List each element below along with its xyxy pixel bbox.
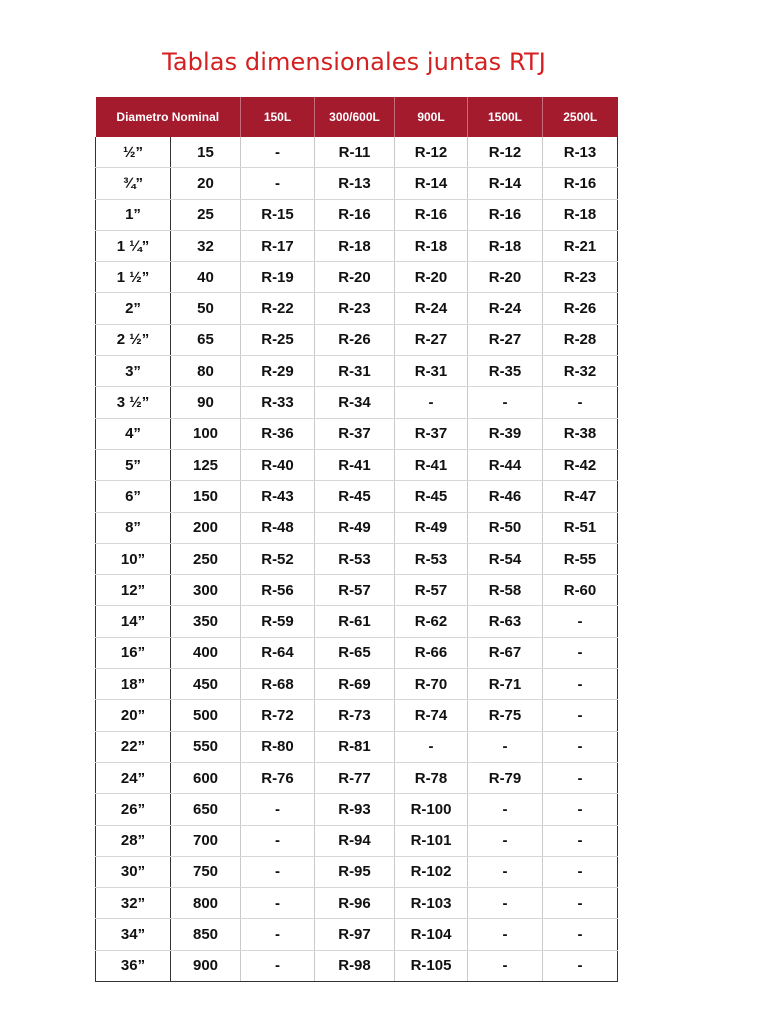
cell-300-600l: R-31 <box>315 356 395 387</box>
table-row <box>96 856 618 887</box>
cell-inch: 36” <box>96 950 171 981</box>
cell-900l: R-100 <box>395 794 468 825</box>
cell-900l: R-37 <box>395 418 468 449</box>
cell-150l: - <box>241 950 315 981</box>
cell-inch: 26” <box>96 794 171 825</box>
table-row <box>96 888 618 919</box>
table-row <box>96 637 618 668</box>
table-row <box>96 481 618 512</box>
cell-300-600l: R-37 <box>315 418 395 449</box>
cell-inch: 6” <box>96 481 171 512</box>
cell-150l: R-64 <box>241 637 315 668</box>
cell-1500l: R-44 <box>468 449 543 480</box>
table-row <box>96 324 618 355</box>
cell-150l: - <box>241 919 315 950</box>
table-row <box>96 731 618 762</box>
cell-inch: 2” <box>96 293 171 324</box>
cell-mm: 500 <box>171 700 241 731</box>
cell-1500l: R-54 <box>468 543 543 574</box>
cell-inch: 30” <box>96 856 171 887</box>
cell-150l: R-25 <box>241 324 315 355</box>
cell-2500l: - <box>543 700 618 731</box>
cell-mm: 350 <box>171 606 241 637</box>
cell-150l: R-59 <box>241 606 315 637</box>
cell-150l: R-17 <box>241 230 315 261</box>
cell-900l: R-102 <box>395 856 468 887</box>
cell-1500l: - <box>468 825 543 856</box>
cell-1500l: - <box>468 387 543 418</box>
cell-1500l: R-14 <box>468 168 543 199</box>
cell-2500l: - <box>543 731 618 762</box>
cell-mm: 65 <box>171 324 241 355</box>
cell-1500l: R-12 <box>468 137 543 168</box>
cell-1500l: R-50 <box>468 512 543 543</box>
cell-inch: 3” <box>96 356 171 387</box>
cell-1500l: R-71 <box>468 669 543 700</box>
cell-300-600l: R-49 <box>315 512 395 543</box>
cell-2500l: R-26 <box>543 293 618 324</box>
cell-inch: 14” <box>96 606 171 637</box>
cell-1500l: R-46 <box>468 481 543 512</box>
table-row <box>96 512 618 543</box>
cell-inch: 4” <box>96 418 171 449</box>
cell-1500l: - <box>468 919 543 950</box>
cell-300-600l: R-26 <box>315 324 395 355</box>
cell-150l: - <box>241 856 315 887</box>
cell-900l: R-57 <box>395 575 468 606</box>
cell-300-600l: R-81 <box>315 731 395 762</box>
cell-300-600l: R-57 <box>315 575 395 606</box>
cell-mm: 80 <box>171 356 241 387</box>
table-row <box>96 387 618 418</box>
table-row <box>96 356 618 387</box>
cell-300-600l: R-77 <box>315 762 395 793</box>
cell-300-600l: R-94 <box>315 825 395 856</box>
cell-inch: 2 ½” <box>96 324 171 355</box>
cell-900l: R-49 <box>395 512 468 543</box>
cell-1500l: R-67 <box>468 637 543 668</box>
cell-1500l: R-27 <box>468 324 543 355</box>
cell-900l: R-14 <box>395 168 468 199</box>
cell-300-600l: R-97 <box>315 919 395 950</box>
cell-300-600l: R-23 <box>315 293 395 324</box>
cell-2500l: - <box>543 637 618 668</box>
cell-150l: R-22 <box>241 293 315 324</box>
cell-1500l: R-24 <box>468 293 543 324</box>
cell-900l: R-20 <box>395 262 468 293</box>
cell-mm: 150 <box>171 481 241 512</box>
cell-mm: 550 <box>171 731 241 762</box>
cell-inch: 1 ¼” <box>96 230 171 261</box>
cell-mm: 25 <box>171 199 241 230</box>
page-title: Tablas dimensionales juntas RTJ <box>162 48 546 76</box>
cell-2500l: R-55 <box>543 543 618 574</box>
cell-mm: 400 <box>171 637 241 668</box>
header-300-600l: 300/600L <box>315 97 395 137</box>
cell-mm: 125 <box>171 449 241 480</box>
cell-900l: R-74 <box>395 700 468 731</box>
table-row <box>96 418 618 449</box>
cell-900l: R-31 <box>395 356 468 387</box>
table-body <box>96 137 618 982</box>
cell-900l: R-105 <box>395 950 468 981</box>
table-row <box>96 606 618 637</box>
table-row <box>96 575 618 606</box>
cell-900l: R-103 <box>395 888 468 919</box>
cell-mm: 300 <box>171 575 241 606</box>
cell-mm: 200 <box>171 512 241 543</box>
cell-150l: R-76 <box>241 762 315 793</box>
header-1500l: 1500L <box>468 97 543 137</box>
cell-2500l: R-38 <box>543 418 618 449</box>
cell-150l: R-19 <box>241 262 315 293</box>
cell-300-600l: R-18 <box>315 230 395 261</box>
cell-1500l: R-79 <box>468 762 543 793</box>
cell-900l: R-16 <box>395 199 468 230</box>
cell-300-600l: R-13 <box>315 168 395 199</box>
cell-inch: 1” <box>96 199 171 230</box>
table-row <box>96 794 618 825</box>
cell-300-600l: R-34 <box>315 387 395 418</box>
cell-mm: 750 <box>171 856 241 887</box>
cell-inch: 1 ½” <box>96 262 171 293</box>
cell-2500l: - <box>543 950 618 981</box>
cell-mm: 15 <box>171 137 241 168</box>
cell-150l: - <box>241 825 315 856</box>
cell-2500l: - <box>543 888 618 919</box>
cell-900l: R-24 <box>395 293 468 324</box>
cell-900l: R-53 <box>395 543 468 574</box>
table-header-row <box>96 97 618 137</box>
table-row <box>96 700 618 731</box>
cell-mm: 450 <box>171 669 241 700</box>
table-row <box>96 919 618 950</box>
cell-300-600l: R-16 <box>315 199 395 230</box>
cell-2500l: R-60 <box>543 575 618 606</box>
cell-mm: 600 <box>171 762 241 793</box>
cell-inch: 22” <box>96 731 171 762</box>
cell-300-600l: R-41 <box>315 449 395 480</box>
cell-1500l: - <box>468 794 543 825</box>
cell-1500l: R-20 <box>468 262 543 293</box>
cell-900l: R-78 <box>395 762 468 793</box>
cell-inch: ¾” <box>96 168 171 199</box>
cell-150l: - <box>241 794 315 825</box>
header-150l: 150L <box>241 97 315 137</box>
cell-1500l: R-18 <box>468 230 543 261</box>
cell-1500l: R-58 <box>468 575 543 606</box>
cell-2500l: - <box>543 825 618 856</box>
cell-900l: - <box>395 731 468 762</box>
cell-900l: R-27 <box>395 324 468 355</box>
cell-mm: 250 <box>171 543 241 574</box>
cell-900l: R-45 <box>395 481 468 512</box>
table-row <box>96 449 618 480</box>
cell-mm: 700 <box>171 825 241 856</box>
header-diametro-nominal: Diametro Nominal <box>96 97 241 137</box>
header-2500l: 2500L <box>543 97 618 137</box>
cell-2500l: - <box>543 919 618 950</box>
table-row <box>96 293 618 324</box>
cell-900l: R-101 <box>395 825 468 856</box>
cell-1500l: - <box>468 856 543 887</box>
cell-900l: R-104 <box>395 919 468 950</box>
cell-300-600l: R-93 <box>315 794 395 825</box>
cell-inch: 20” <box>96 700 171 731</box>
cell-1500l: R-35 <box>468 356 543 387</box>
cell-mm: 50 <box>171 293 241 324</box>
cell-900l: R-18 <box>395 230 468 261</box>
cell-150l: R-36 <box>241 418 315 449</box>
cell-inch: 10” <box>96 543 171 574</box>
table-row <box>96 199 618 230</box>
cell-mm: 100 <box>171 418 241 449</box>
cell-900l: R-62 <box>395 606 468 637</box>
cell-900l: R-12 <box>395 137 468 168</box>
cell-2500l: R-21 <box>543 230 618 261</box>
cell-300-600l: R-53 <box>315 543 395 574</box>
header-900l: 900L <box>395 97 468 137</box>
cell-900l: R-70 <box>395 669 468 700</box>
cell-150l: - <box>241 168 315 199</box>
cell-2500l: R-42 <box>543 449 618 480</box>
cell-300-600l: R-73 <box>315 700 395 731</box>
cell-300-600l: R-69 <box>315 669 395 700</box>
cell-mm: 90 <box>171 387 241 418</box>
table-row <box>96 543 618 574</box>
cell-mm: 800 <box>171 888 241 919</box>
cell-900l: R-41 <box>395 449 468 480</box>
cell-300-600l: R-98 <box>315 950 395 981</box>
cell-150l: R-48 <box>241 512 315 543</box>
table-row <box>96 230 618 261</box>
cell-inch: 18” <box>96 669 171 700</box>
cell-2500l: R-18 <box>543 199 618 230</box>
rtj-dimension-table <box>95 97 618 982</box>
cell-300-600l: R-45 <box>315 481 395 512</box>
cell-2500l: - <box>543 387 618 418</box>
table-row <box>96 825 618 856</box>
cell-300-600l: R-11 <box>315 137 395 168</box>
table-row <box>96 950 618 981</box>
cell-inch: 12” <box>96 575 171 606</box>
cell-mm: 40 <box>171 262 241 293</box>
cell-inch: 28” <box>96 825 171 856</box>
cell-150l: R-56 <box>241 575 315 606</box>
cell-inch: ½” <box>96 137 171 168</box>
table-row <box>96 262 618 293</box>
cell-150l: R-80 <box>241 731 315 762</box>
cell-inch: 16” <box>96 637 171 668</box>
cell-inch: 34” <box>96 919 171 950</box>
cell-2500l: - <box>543 669 618 700</box>
cell-2500l: - <box>543 856 618 887</box>
cell-150l: R-68 <box>241 669 315 700</box>
table-row <box>96 762 618 793</box>
cell-mm: 32 <box>171 230 241 261</box>
cell-2500l: R-32 <box>543 356 618 387</box>
cell-2500l: R-28 <box>543 324 618 355</box>
cell-mm: 650 <box>171 794 241 825</box>
cell-150l: R-40 <box>241 449 315 480</box>
table-row <box>96 669 618 700</box>
cell-inch: 5” <box>96 449 171 480</box>
cell-150l: R-15 <box>241 199 315 230</box>
cell-2500l: - <box>543 606 618 637</box>
cell-2500l: - <box>543 794 618 825</box>
cell-1500l: R-16 <box>468 199 543 230</box>
cell-1500l: - <box>468 950 543 981</box>
cell-2500l: R-47 <box>543 481 618 512</box>
cell-300-600l: R-96 <box>315 888 395 919</box>
cell-inch: 8” <box>96 512 171 543</box>
cell-900l: R-66 <box>395 637 468 668</box>
cell-2500l: R-13 <box>543 137 618 168</box>
cell-150l: R-52 <box>241 543 315 574</box>
cell-150l: - <box>241 137 315 168</box>
cell-1500l: R-39 <box>468 418 543 449</box>
cell-2500l: R-16 <box>543 168 618 199</box>
cell-2500l: - <box>543 762 618 793</box>
cell-inch: 3 ½” <box>96 387 171 418</box>
table-row <box>96 137 618 168</box>
cell-mm: 900 <box>171 950 241 981</box>
cell-2500l: R-23 <box>543 262 618 293</box>
cell-150l: R-33 <box>241 387 315 418</box>
cell-1500l: - <box>468 731 543 762</box>
cell-150l: R-72 <box>241 700 315 731</box>
cell-1500l: R-63 <box>468 606 543 637</box>
cell-150l: R-43 <box>241 481 315 512</box>
cell-150l: R-29 <box>241 356 315 387</box>
cell-2500l: R-51 <box>543 512 618 543</box>
cell-mm: 20 <box>171 168 241 199</box>
cell-mm: 850 <box>171 919 241 950</box>
cell-300-600l: R-65 <box>315 637 395 668</box>
table-row <box>96 168 618 199</box>
cell-1500l: - <box>468 888 543 919</box>
cell-300-600l: R-20 <box>315 262 395 293</box>
cell-150l: - <box>241 888 315 919</box>
cell-inch: 24” <box>96 762 171 793</box>
cell-1500l: R-75 <box>468 700 543 731</box>
cell-300-600l: R-95 <box>315 856 395 887</box>
cell-inch: 32” <box>96 888 171 919</box>
cell-300-600l: R-61 <box>315 606 395 637</box>
cell-900l: - <box>395 387 468 418</box>
